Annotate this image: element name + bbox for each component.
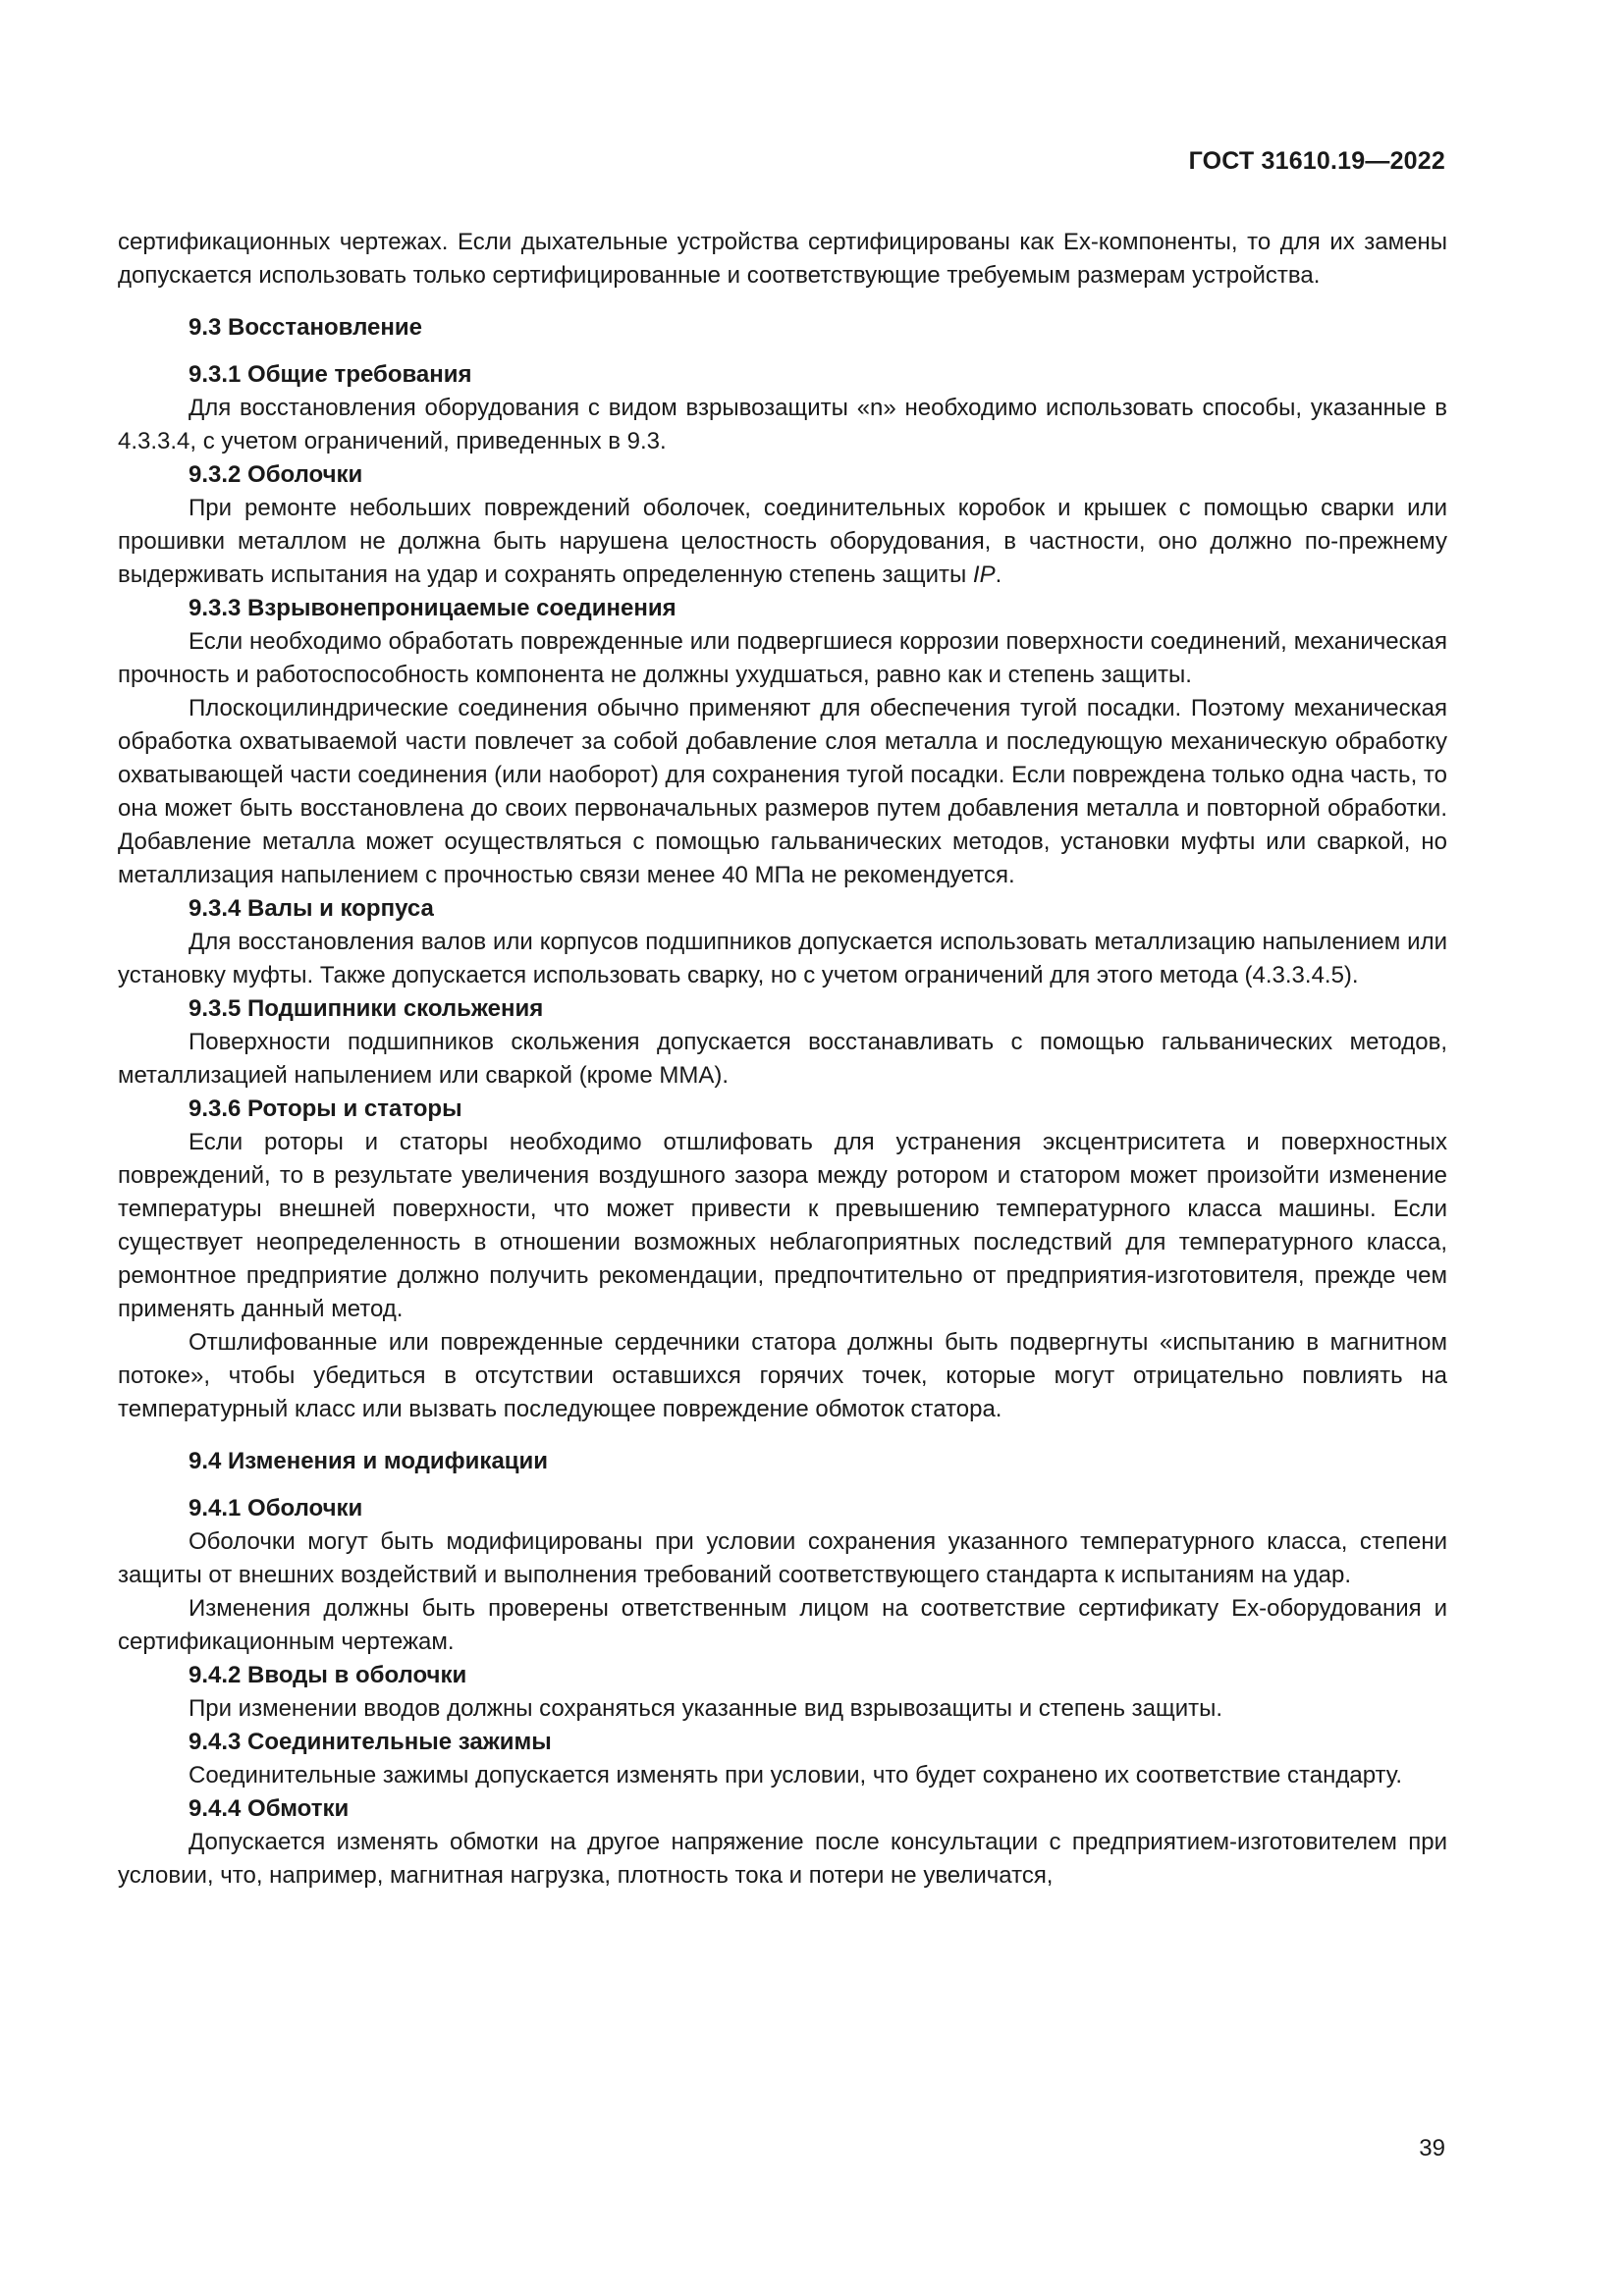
section-heading-9-3-6: 9.3.6 Роторы и статоры [189,1095,462,1122]
paragraph-9-4-1-2: Изменения должны быть проверены ответственным лицом на соответствие сертификату Ex-оборудования и сертификационным чертежам. [118,1595,1447,1655]
paragraph-9-4-4: Допускается изменять обмотки на другое напряжение после консультации с предприятием-изготовителем при условии, что, например, магнитная нагрузка, плотность тока и потери не увеличатся, [118,1829,1447,1889]
paragraph-9-4-1-1: Оболочки могут быть модифицированы при условии сохранения указанного температурного класса, степени защиты от внешних воздействий и выполнения требований соответствующего стандарта к испытаниям на удар. [118,1528,1447,1588]
page-body [118,226,1447,1893]
intro-paragraph: сертификационных чертежах. Если дыхательные устройства сертифицированы как Ex-компоненты, то для их замены допускается использовать только сертифицированные и соответствующие требуемым размерам устройства. [118,229,1447,289]
document-code: ГОСТ 31610.19—2022 [1188,147,1445,175]
paragraph-9-3-4: Для восстановления валов или корпусов подшипников допускается использовать металлизацию напылением или установку муфты. Также допускается использовать сварку, но с учетом ограничений для этого метода (4.3.3.4.5). [118,929,1447,988]
paragraph-9-4-3: Соединительные зажимы допускается изменять при условии, что будет сохранено их соответствие стандарту. [189,1762,1403,1789]
section-heading-9-4: 9.4 Изменения и модификации [189,1448,549,1474]
section-heading-9-4-1: 9.4.1 Оболочки [189,1495,363,1522]
section-heading-9-3-1: 9.3.1 Общие требования [189,361,472,388]
paragraph-9-3-2: При ремонте небольших повреждений оболочек, соединительных коробок и крышек с помощью сварки или прошивки металлом не должна быть нарушена целостность оборудования, в частности, оно должно по-прежнему выдерживать испытания на удар и сохранять определенную степень защиты IP. [118,495,1447,588]
section-heading-9-4-2: 9.4.2 Вводы в оболочки [189,1662,467,1688]
paragraph-9-3-3-2: Плоскоцилиндрические соединения обычно применяют для обеспечения тугой посадки. Поэтому механическая обработка охватываемой части повлечет за собой добавление слоя металла и последующую механическую обработку охватывающей части соединения (или наоборот) для сохранения тугой посадки. Если повреждена только одна часть, то она может быть восстановлена до своих первоначальных размеров путем добавления металла и повторной обработки. Добавление металла может осуществляться с помощью гальванических методов, установки муфты или сваркой, но металлизация напылением с прочностью связи менее 40 МПа не рекомендуется. [118,695,1447,888]
ip-code: IP [972,561,996,588]
section-heading-9-3-3: 9.3.3 Взрывонепроницаемые соединения [189,595,677,621]
section-heading-9-3-2: 9.3.2 Оболочки [189,461,363,488]
paragraph-9-4-2: При изменении вводов должны сохраняться указанные вид взрывозащиты и степень защиты. [189,1695,1223,1722]
page-number: 39 [1419,2135,1445,2162]
paragraph-9-3-5: Поверхности подшипников скольжения допускается восстанавливать с помощью гальванических методов, металлизацией напылением или сваркой (кроме ММА). [118,1029,1447,1089]
section-heading-9-4-4: 9.4.4 Обмотки [189,1795,350,1822]
paragraph-9-3-6-1: Если роторы и статоры необходимо отшлифовать для устранения эксцентриситета и поверхностных повреждений, то в результате увеличения воздушного зазора между ротором и статором может произойти изменение температуры внешней поверхности, что может привести к превышению температурного класса машины. Если существует неопределенность в отношении возможных неблагоприятных последствий для температурного класса, ремонтное предприятие должно получить рекомендации, предпочтительно от предприятия-изготовителя, прежде чем применять данный метод. [118,1129,1447,1322]
paragraph-9-3-2-text: При ремонте небольших повреждений оболочек, соединительных коробок и крышек с помощью сварки или прошивки металлом не должна быть нарушена целостность оборудования, в частности, оно должно по-прежнему выдерживать испытания на удар и сохранять определенную степень защиты [118,495,1447,588]
section-heading-9-3-4: 9.3.4 Валы и корпуса [189,895,434,922]
paragraph-9-3-1: Для восстановления оборудования с видом взрывозащиты «n» необходимо использовать способы, указанные в 4.3.3.4, с учетом ограничений, приведенных в 9.3. [118,395,1447,454]
paragraph-9-3-6-2: Отшлифованные или поврежденные сердечники статора должны быть подвергнуты «испытанию в магнитном потоке», чтобы убедиться в отсутствии оставшихся горячих точек, которые могут отрицательно повлиять на температурный класс или вызвать последующее повреждение обмоток статора. [118,1329,1447,1422]
section-heading-9-3: 9.3 Восстановление [189,314,422,341]
paragraph-9-3-3-1: Если необходимо обработать поврежденные или подвергшиеся коррозии поверхности соединений, механическая прочность и работоспособность компонента не должны ухудшаться, равно как и степень защиты. [118,628,1447,688]
section-heading-9-3-5: 9.3.5 Подшипники скольжения [189,995,544,1022]
section-heading-9-4-3: 9.4.3 Соединительные зажимы [189,1729,552,1755]
